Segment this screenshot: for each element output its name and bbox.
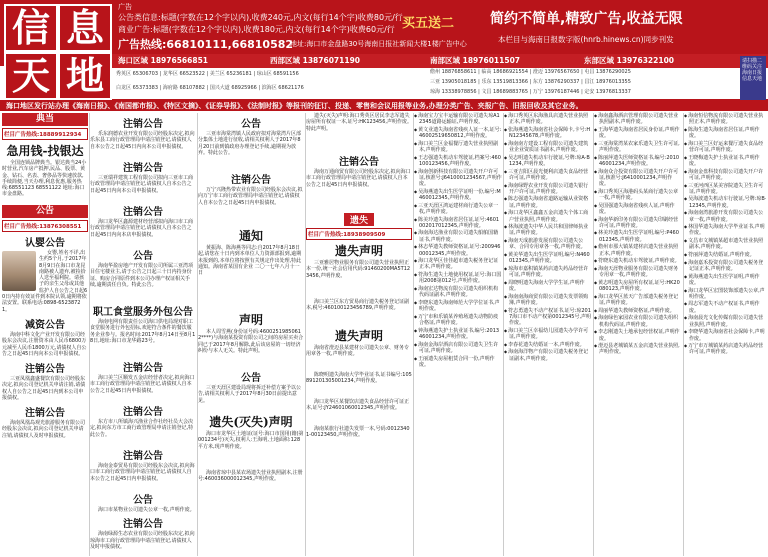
column-3 — [198, 113, 304, 556]
notice-body: 海口市龙华区土地证(证号:海口市国用(籍)第001234号)灭失,权利人:王海明,土地面积:128平方米,现声明作废。 — [198, 431, 304, 450]
lost-notice-item: ◆ 海南宏达物流有限公司遗失组织机构代码证副本,声明作废。 — [414, 286, 502, 298]
lost-notice-item: ◆ 符志勇遗失不动产权证书,证号:琼2017海口市不动产权第0012345号,声明作废。 — [504, 308, 592, 327]
section-notice: 公告 — [2, 205, 88, 218]
lost-notice-item: ◆ 海南创新科技有限公司遗失开户许可证,核准号:J6410001234567,声明作废。 — [414, 169, 502, 188]
lost-notice-item: ◆ 海南天成旅游发展有限公司遗失公章、合同专用章各一枚,声明作废。 — [504, 238, 592, 250]
notice-body: 东方市八所镇海兴渔业合作社经社员大会决定,拟向东方市工商行政管理局申请注销登记,特此公告。 — [90, 419, 194, 438]
notice-body: 海南凤凰岛观光旅游服务有限公司经股东会决议,拟向公司登记机关申请注销,请债权人及时申报债权。 — [2, 420, 86, 439]
lost-notice-item: ◆ 周晓明遗失海南大学学生证,声明作废。 — [504, 280, 592, 292]
lost-notice-item: ◆ 海南华新印务有限公司遗失印刷经营许可证,声明作废。 — [594, 217, 682, 229]
notice-body: 海口美兰区顺发五金店经营者决定,拟向海口市工商行政管理局申请注销登记,请债权人自本公告之日起45日内申报债权。 — [90, 375, 195, 394]
notice-body: 海南金泰贸易有限公司经股东会决议,拟向海口市工商行政管理局申请注销登记,请债权人自本公告之日起45日内申报债权。 — [90, 463, 195, 482]
notice-title: 注销公告 — [123, 163, 163, 174]
district-bar — [112, 54, 768, 68]
lost-notice-item: ◆ 李志刚遗失土地承包经营权证,声明作废。 — [594, 329, 682, 341]
qr-code-notice: 请扫描二维码关注海南日报信息天地 — [740, 56, 766, 100]
notice-body: 三亚凤凰鑫盛餐饮有限公司经股东决定,拟向公司登记机关申请注销,请债权人自公告之日起45日内到本公司申报债权。 — [2, 376, 86, 401]
contact-row: 琼海 13338978856 | 文昌 18689883765 | 万宁 13976187446 | 定安 13976813337 — [430, 89, 631, 95]
slogan: 简约不简单,精致广告,收益无限 — [490, 11, 683, 27]
lost-notice-item: ◆ 周志军遗失不动产权证书,声明作废。 — [684, 301, 768, 313]
lost-notice-item: ◆ 海南宝力宝丰运输有限公司遗失琼A12345道路运输证,声明作废。 — [414, 113, 502, 125]
service-text: 海口地区发行站办理《海南日报》、《南国都市报》、《特区文摘》、《证券导报》、《法制时报》等报刊的征订、投递、零售和会议用报等业务,办理分类广告、夹报广告、旧报回收及其它业务。 — [6, 102, 583, 110]
notice-body: 三亚雅居物业服务有限公司遗失营业执照正本一份,统一社会信用代码:91460200MA5T123456,声明作废。 — [306, 260, 411, 279]
lost-notice-item: ◆ 海口秀英区东海渔具店遗失营业执照正本,声明作废。 — [504, 113, 592, 125]
notice-body: 海南万通商贸有限公司经股东决定,拟向海口市工商行政管理局申请注销登记,请债权人自本公告之日起45日内申报债权。 — [306, 169, 411, 188]
lost-notice-item: ◆ 海南南方建设工程有限公司遗失建筑业企业资质证书副本,声明作废。 — [504, 141, 592, 153]
lost-notice-item: ◆ 海南鑫海酒店管理有限公司遗失营业执照副本,声明作废。 — [594, 113, 682, 125]
section-hotline: 栏目广告热线:18889912934 — [2, 128, 88, 140]
column-7 — [594, 113, 682, 556]
notice-body: 海口龙华区鑫源建材经营部拟向海口市工商行政管理局申请注销登记,请债权人自本公告之日起45日内向本店申报债权。 — [90, 219, 194, 238]
contact-row: 白龙区 65373383 | 海府路 68107882 | 国兴大道 68925966 | 滨海区 68621176 — [116, 85, 304, 91]
lost-notice-item: ◆ 海南恒信物流有限公司遗失营业执照正本,声明作废。 — [684, 113, 768, 125]
notice-title: 急用钱-找银达 — [6, 144, 84, 158]
slogan-sub: 本栏目与海南日报数字版(hnrb.hinews.cn)同步刊发 — [498, 35, 674, 44]
ad-tag: 广告 — [118, 3, 132, 11]
lost-notice-item: ◆ 海南海达渔业有限公司遗失船舶国籍证书,声明作废。 — [414, 230, 502, 242]
lost-notice-item: ◆ 吴海燕遗失出生医学证明一份,编号:M460012345,声明作废。 — [414, 189, 502, 201]
notice-title: 认婴公告 — [25, 238, 65, 249]
notice-title: 注销公告 — [123, 451, 163, 462]
ad-rate-commercial: 商业广告:标题(字数在12个字以内),收费180元,内文(每行14个字)收费60元/行 — [118, 25, 395, 34]
lost-notice-item: ◆ 海南绿色家园农业有限公司遗失组织机构代码证,声明作废。 — [594, 315, 682, 327]
lost-notice-item: ◆ 海南金海岸酒店有限公司遗失卫生许可证,声明作废。 — [414, 342, 502, 354]
lost-notice-item: ◆ 陈志强遗失海南省道路运输从业资格证,声明作废。 — [504, 196, 592, 208]
notice-title: 注销公告 — [339, 157, 379, 168]
contact-table — [112, 68, 768, 100]
notice-body: 海南中科文化产业开发有限公司经股东会决议,注册资本由人民币6800万元减至人民币1800万元,请债权人自公告之日起45日内向本公司申报债权。 — [2, 332, 87, 357]
ad-rate-notice: 公告类信息:标题(字数在12个字以内),收费240元,内文(每行14个字)收费80元/行 — [118, 13, 403, 22]
notice-title: 公告 — [133, 251, 153, 262]
lost-notice-item: ◆ 吴志明遗失机动车行驶证,号牌:琼A·B1234,声明作废。 — [504, 155, 592, 167]
notice-title: 注销公告 — [25, 364, 65, 375]
notice-title: 减资公告 — [25, 320, 65, 331]
lost-notice-item: ◆ 琼海市嘉积镇某药店遗失药品经营许可证,声明作废。 — [504, 266, 592, 278]
lost-notice-item: ◆ 海南众合投资有限公司遗失开户许可证,核准号:J6410001234,声明作废。 — [594, 169, 682, 188]
lost-notice-item: ◆ 王海华遗失海南省居民身份证,声明作废。 — [594, 127, 682, 139]
lost-notice-item: ◆ 符丽萍遗失结婚证,声明作废。 — [684, 252, 768, 258]
lost-notice-item: ◆ 李晓华遗失海南省社会保障卡,声明作废。 — [684, 329, 768, 341]
lost-notice-item: ◆ 陈丽萍遗失医师资格证书,编号:201046001234,声明作废。 — [594, 155, 682, 167]
lost-notice-item: ◆ 符晓东遗失机动车驾驶证,声明作废。 — [594, 258, 682, 264]
lost-notice-item: ◆ 林志华遗失教师资格证,证号:20094600012345,声明作废。 — [414, 244, 502, 256]
section-hotline: 栏目广告热线:13876308551 — [2, 220, 88, 232]
lost-notice-item: ◆ 海南晨光文化传媒有限公司遗失营业执照,声明作废。 — [684, 315, 768, 327]
lost-tag-wrap — [306, 208, 412, 228]
notice-body: 海南某旅行社遗失发票一本,号码:00123401-00123450,声明作废。 — [306, 426, 410, 439]
notice-body: 三亚天涯区建设局现将拆迁补偿方案予以公告,请相关权利人于2017年8月30日前提出意见。 — [198, 385, 302, 404]
notice-body: 黄振海、陈海燕等同志:自2017年8月18日起,请您在十日内到本单位人力资源部报到,逾期未报到的,本单位将按照有关规定作出处理,特此通知。海南省某国有企业 二〇一七年八月十一日 — [198, 245, 302, 277]
lost-notice-item: ◆ 海南海洋物产有限公司遗失税务登记证副本,声明作废。 — [504, 349, 592, 361]
lost-notice-item: ◆ 吴海波遗失机动车行驶证,号牌:琼B·12345,声明作废。 — [684, 196, 768, 208]
lost-notice-item: ◆ 符海生遗失土地使用权证,证号:海口国用2008第012号,声明作废。 — [414, 272, 502, 284]
notice-body: 乐东润德农业开发有限公司经股东决定,拟向乐东县工商行政管理局申请注销登记,请债权人自本公告之日起45日内向本公司申报债权。 — [90, 131, 195, 150]
promo-text: 买五送二 — [402, 16, 455, 31]
lost-notice-item: ◆ 陈美玲遗失海南省居住证,证号:4601002017012345,声明作废。 — [414, 217, 502, 229]
lost-notice-item: ◆ 海南南海商贸有限公司遗失发票领购簿,声明作废。 — [504, 294, 592, 306]
notice-body: 三亚瑞祥建筑工程有限公司拟向三亚市工商行政管理局申请注销登记,请债权人自本公告之日起45日内向本公司申报债权。 — [90, 175, 194, 194]
notice-title: 注销公告 — [123, 207, 163, 218]
lost-notice-item: ◆ 黄美华遗失出生医学证明,编号:N460012345,声明作废。 — [504, 252, 592, 264]
infant-photo — [2, 251, 36, 291]
lost-notice-item: ◆ 海口美兰区幸福幼儿园遗失办学许可证,声明作废。 — [504, 328, 592, 340]
column-1 — [2, 113, 88, 556]
notice-body: 遗失(灭失)声明:海口秀英区居民李志军遗失房屋所有权证一本,证号:HK123456,声明作废。特此声明。 — [306, 113, 412, 132]
notice-title: 公告 — [241, 373, 261, 384]
lost-notice-item: ◆ 万宁市和乐镇某养殖场遗失动物防疫合格证,声明作废。 — [414, 314, 502, 326]
lost-notice-item: ◆ 王志强遗失机动车驾驶证,档案号:460100123456,声明作废。 — [414, 155, 502, 167]
column-2 — [90, 113, 196, 556]
lost-notice-item: ◆ 万宁市万城镇某药店遗失药品经营许可证,声明作废。 — [684, 343, 768, 355]
lost-notice-item: ◆ 黄志明遗失房屋所有权证,证号:HK20080123,声明作废。 — [594, 280, 682, 292]
contact-row: 儋州 18876858611 | 临高 18686921554 | 澄迈 13976567650 | 屯昌 13876290025 — [430, 69, 631, 75]
notice-title: 职工食堂服务外包公告 — [93, 307, 193, 318]
lost-notice-item: ◆ 林国华遗失海南大学毕业证书,声明作废。 — [684, 224, 768, 236]
column-4 — [306, 113, 412, 556]
contact-row: 三亚 13905018185 | 乐东 13519813366 | 东方 13876290337 | 昌江 18976013355 — [430, 79, 631, 85]
section-hotline: 栏目广告热线:18938909509 — [306, 228, 412, 240]
lost-notice-item: ◆ 海南嘉禾投资有限公司遗失税务登记证正本,声明作废。 — [684, 260, 768, 272]
lost-notice-item: ◆ 林海波遗失中华人民共和国律师执业证,声明作废。 — [504, 224, 592, 236]
lost-notice-item: ◆ 海口美兰区好运来餐厅遗失食品经营许可证,声明作废。 — [684, 141, 768, 153]
notice-body: 海南省澄迈县某建材公司遗失公章、财务专用章各一枚,声明作废。 — [306, 345, 410, 358]
lost-notice-item: ◆ 王丽遗失房屋租赁合同一份,声明作废。 — [414, 356, 502, 368]
notice-body: 海南省琼中县某农场遗失营业执照副本,注册号:460036000012345,声明作废。 — [198, 470, 303, 483]
notice-title: 注销公告 — [231, 175, 271, 186]
notice-body: 全国连锁品牌典当。银达典当24小时营业,汽车房产抵押,民品、股票、黄金、钻石、名表、奢侈品等快速放款,手续简便,当天办理,利息优惠,服务热线:68551123 68551122 地址:海口市金盘路。 — [2, 160, 87, 198]
lost-notice-item: ◆ 海口秀英区海港码头某商行遗失公章一枚,声明作废。 — [594, 189, 682, 201]
notice-body: 海口市某物业公司遗失公章一枚,声明作废。 — [98, 507, 195, 513]
notice-title: 遗失声明 — [334, 329, 383, 343]
notice-title: 注销公告 — [123, 519, 163, 531]
notice-title: 通知 — [238, 229, 263, 243]
notice-title: 公告 — [133, 495, 153, 506]
lost-notice-item: ◆ 陈海生遗失海南省居住证,声明作废。 — [684, 127, 768, 139]
district-east: 东部区域 13976322100 — [584, 56, 675, 65]
logo-char: 信 — [6, 6, 56, 50]
lost-notice-item: ◆ 文昌市文城镇某超市遗失营业执照副本,声明作废。 — [684, 238, 768, 250]
notice-title: 注销公告 — [123, 119, 163, 130]
notice-body: 三亚市海棠湾镇人民政府拟对海棠湾片区部分集体土地进行征收,请相关权利人于2017年8月20日前到镇政府办理登记手续,逾期视为放弃。特此公告。 — [198, 131, 302, 156]
notice-title: 声明 — [238, 313, 263, 327]
notice-body: 万宁兴隆热带农业有限公司经股东会决议,拟向万宁市工商行政管理局申请注销登记,请债权人自本公告之日起45日内申报债权。 — [198, 187, 303, 206]
logo-char: 息 — [60, 6, 110, 50]
column-8 — [684, 113, 768, 556]
ad-hotline: 广告热线:66810111,66810582 — [118, 38, 294, 51]
section-pawn: 典当 — [2, 113, 88, 126]
notice-body: 海南电网有限责任公司海口供电局现对职工食堂服务进行外包招标,欢迎符合条件的餐饮服务企业参与。报名时间:2017年8月14日至8月18日,地址:海口市龙华路23号。 — [90, 319, 196, 344]
notice-body: 海南绿源生态农业有限公司经股东决定,拟向琼海市工商行政管理局申请注销登记,请债权人及时申报债权。 — [90, 531, 195, 550]
lost-notice-item: ◆ 海南金盘科技有限公司遗失开户许可证,声明作废。 — [684, 169, 768, 181]
lost-notice-item: ◆ 澄迈县老城镇某五金店遗失营业执照,声明作废。 — [594, 343, 682, 355]
section-logo — [4, 4, 112, 100]
lost-notice-item: ◆ 儋州市那大镇某建材店遗失营业执照正本,声明作废。 — [594, 244, 682, 256]
lost-notice-item: ◆ 海南绿野农业开发有限公司遗失银行开户许可证,声明作废。 — [504, 183, 592, 195]
district-haikou: 海口区域 18976566851 — [118, 56, 209, 65]
lost-notice-item: ◆ 三亚吉阳区晨光便利店遗失食品经营许可证,声明作废。 — [504, 169, 592, 181]
lost-notice-item: ◆ 海口美兰区金福餐厅遗失营业执照副本,声明作废。 — [414, 141, 502, 153]
logo-char: 天 — [6, 54, 56, 98]
lost-notice-item: ◆ 海口龙华区蓝天广告部遗失税务登记证,声明作废。 — [594, 294, 682, 306]
notice-body: 海口龙华区某餐饮店遗失食品经营许可证正本,证号:JY24601060012345,声明作废。 — [306, 399, 410, 412]
lost-notice-item: ◆ 三亚天涯区鸿运建材商行遗失公章一枚,声明作废。 — [414, 203, 502, 215]
district-south: 南部区域 18976011507 — [430, 56, 521, 65]
lost-notice-item: ◆ 黄海燕遗失出生医学证明,声明作废。 — [684, 274, 768, 286]
ad-address: 地址:海口市金盘路30号海南日报社新闻大楼1楼广告中心 — [290, 40, 467, 48]
column-6 — [504, 113, 592, 556]
notice-title: 遗失声明 — [334, 244, 383, 258]
notice-body: 陈晓明遗失海南大学毕业证书,证书编号:105891201305001234,声明作废。 — [306, 372, 412, 385]
notice-body: 海口美兰区东方贸易商行遗失税务登记证副本,税号:460100123456789,声明作废。 — [306, 299, 410, 312]
lost-notice-item: ◆ 吴国强遗失海南省残疾人证,声明作废。 — [594, 203, 682, 215]
lost-notice-item: ◆ 李晓东遗失海南师范大学学位证书,声明作废。 — [414, 300, 502, 312]
lost-notice-item: ◆ 林美玲遗失出生医学证明,编号:P460012345,声明作废。 — [594, 230, 682, 242]
lost-notice-item: ◆ 海口龙华区佳佳超市遗失税务登记证正本,声明作废。 — [414, 258, 502, 270]
logo-char: 地 — [60, 54, 110, 98]
notice-body: 海南华盈房地产开发有限公司所属三亚湾项目住宅楼业主,请于公告之日起三十日内持身份证、购房合同原件到本公司办理产权证相关手续,逾期责任自负。特此公告。 — [90, 263, 194, 288]
lost-notice-item: ◆ 海南天涯物业服务有限公司遗失财务专用章一枚,声明作废。 — [594, 266, 682, 278]
contact-row: 秀英区 65306703 | 龙华区 66523522 | 美兰区 65236181 | 琼山区 68591156 — [116, 71, 299, 77]
district-west: 西部区域 13876071190 — [270, 56, 361, 65]
notice-body: 女婴,姓名不详,出生约5个月,于2017年8月9日在海口市龙昆南路被人遗弃,被捡拾人送至福利院。请孩子的亲生父母或其他监护人自公告之日起60日内持有效证件到本院认领,逾期将依法安置。联系电话:0898-65238721。 — [2, 250, 88, 313]
lost-notice-item: ◆ 三亚海棠湾某农家乐遗失卫生许可证,声明作废。 — [594, 141, 682, 153]
lost-notice-item: ◆ 海口龙华区鑫鑫五金店遗失个体工商户营业执照,声明作废。 — [504, 210, 592, 222]
notice-body: 本人周雪燕(身份证号码:46002519850612****)与海南某投资有限公司之间的房屋买卖合同已于2017年8月解除,此后该房屋的一切经济纠纷与本人无关。特此声明。 — [198, 329, 304, 354]
lost-notice-item: ◆ 黄文业遗失海南省残疾人证一本,证号:46002519650812,声明作废。 — [414, 127, 502, 139]
lost-notice-item: ◆ 周丽华遗失教师资格证,声明作废。 — [594, 308, 682, 314]
lost-notice-item: ◆ 钟海燕遗失护士执业证书,编号:201346001234,声明作废。 — [414, 328, 502, 340]
service-bar — [0, 100, 768, 111]
column-5 — [414, 113, 502, 556]
lost-notice-item: ◆ 海南南湾旅游开发有限公司遗失公章一枚,声明作废。 — [684, 210, 768, 222]
notice-title: 注销公告 — [25, 408, 65, 419]
notice-title: 遗失(灭失)声明 — [209, 415, 293, 429]
section-lost: 遗失 — [344, 213, 374, 226]
notice-title: 注销公告 — [123, 407, 163, 418]
lost-notice-item: ◆ 王晓梅遗失护士执业证书,声明作废。 — [684, 155, 768, 167]
notice-title: 公告 — [241, 119, 261, 130]
lost-notice-item: ◆ 海口龙华区宏图装饰部遗失公章,声明作废。 — [684, 288, 768, 300]
lost-notice-item: ◆ 李春花遗失结婚证一本,声明作废。 — [504, 342, 592, 348]
lost-notice-item: ◆ 三亚河西区某美容院遗失卫生许可证,声明作废。 — [684, 183, 768, 195]
notice-title: 注销公告 — [123, 363, 163, 374]
lost-notice-item: ◆ 张海燕遗失海南省社会保障卡,卡号:HN12345678,声明作废。 — [504, 127, 592, 139]
